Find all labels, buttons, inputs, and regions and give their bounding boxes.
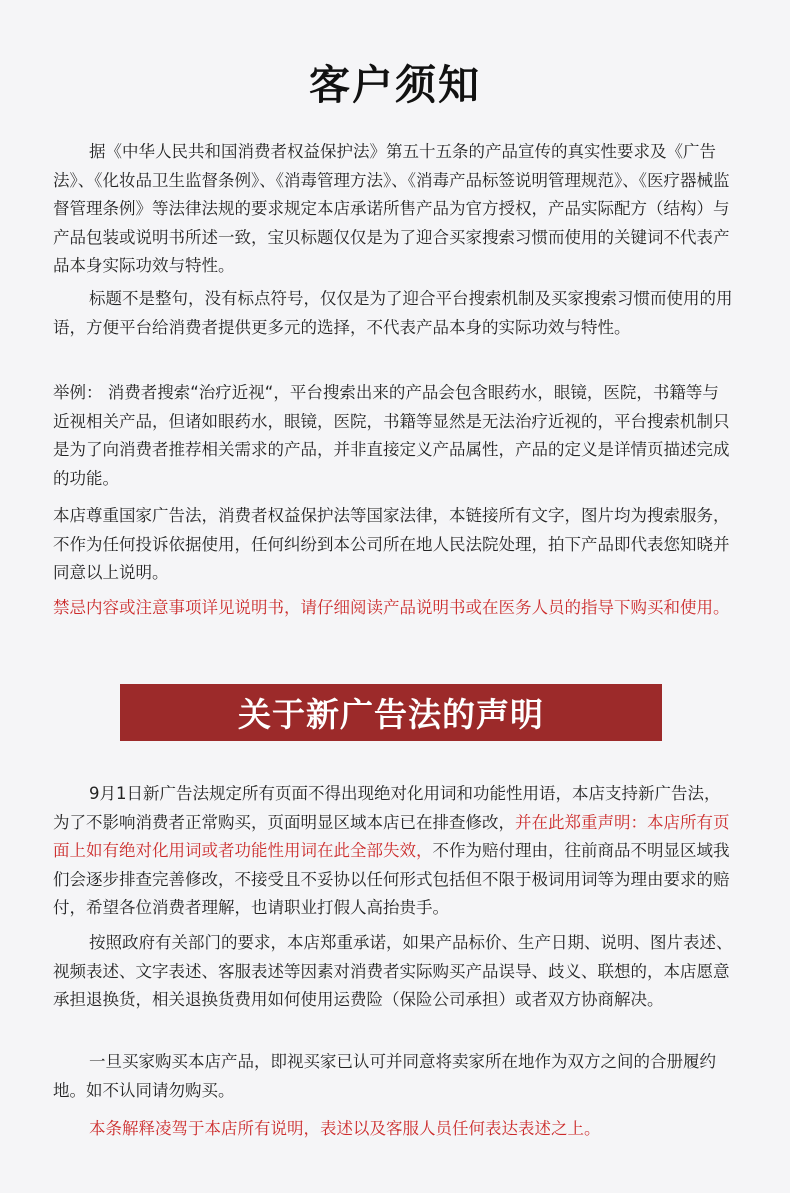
notice-paragraph-example: 举例： 消费者搜索“治疗近视“，平台搜索出来的产品会包含眼药水，眼镜，医院，书籍等与近视相关产品，但诸如眼药水，眼镜，医院，书籍等显然是无法治疗近视的，平台搜索机制只是为了向消费者推荐相关需求的产品，并非直接定义产品属性，产品的定义是详情页描述完成的功能。 [53, 383, 730, 488]
statement-text-part-2: 不作为赔付理由，往前商品不明显区域我们会逐步排查完善修改，不接受且不妥协以任何形式包括但不限于极词用词等为理由要求的赔付，希望各位消费者理解，也请职业打假人高抬贵手。 [53, 841, 730, 917]
statement-paragraph-commitment: 按照政府有关部门的要求，本店郑重承诺，如果产品标价、生产日期、说明、图片表述、视频表述、文字表述、客服表述等因素对消费者实际购买产品误导、歧义、联想的，本店愿意承担退换货，相关退换货费用如何使用运费险（保险公司承担）或者双方协商解决。 [53, 933, 733, 1009]
notice-paragraph-law: 据《中华人民共和国消费者权益保护法》第五十五条的产品宣传的真实性要求及《广告法》、《化妆品卫生监督条例》、《消毒管理方法》、《消毒产品标签说明管理规范》、《医疗器械监督管理条例》等法律法规的要求规定本店承诺所售产品为官方授权，产品实际配方（结构）与产品包装或说明书所述一致，宝贝标题仅仅是为了迎合买家搜索习惯而使用的关键词不代表产品本身实际功效与特性。 [53, 142, 730, 275]
statement-paragraph-new-ad-law [53, 780, 733, 923]
page-title: 客户须知 [309, 61, 481, 109]
statement-text-part-1: 9月1日新广告法规定所有页面不得出现绝对化用词和功能性用语，本店支持新广告法，为了不影响消费者正常购买，页面明显区域本店已在排查修改， [53, 784, 721, 832]
notice-paragraph-title-keywords: 标题不是整句，没有标点符号，仅仅是为了迎合平台搜索机制及买家搜索习惯而使用的用语，方便平台给消费者提供更多元的选择，不代表产品本身的实际功效与特性。 [53, 289, 733, 337]
statement-banner [120, 684, 662, 741]
notice-paragraph-advertising-law: 本店尊重国家广告法，消费者权益保护法等国家法律，本链接所有文字，图片均为搜索服务，不作为任何投诉依据使用，任何纠纷到本公司所在地人民法院处理，拍下产品即代表您知晓并同意以上说明。 [53, 506, 730, 582]
statement-declaration-red: 并在此郑重声明：本店所有页面上如有绝对化用词或者功能性用词在此全部失效， [53, 812, 730, 860]
statement-banner-title: 关于新广告法的声明 [238, 695, 544, 734]
statement-paragraph-jurisdiction: 一旦买家购买本店产品，即视买家已认可并同意将卖家所在地作为双方之间的合册履约地。如不认同请勿购买。 [53, 1052, 716, 1100]
notice-warning-text: 禁忌内容或注意事项详见说明书，请仔细阅读产品说明书或在医务人员的指导下购买和使用。 [53, 598, 730, 617]
statement-final-note: 本条解释凌驾于本店所有说明，表述以及客服人员任何表达表述之上。 [89, 1119, 601, 1138]
